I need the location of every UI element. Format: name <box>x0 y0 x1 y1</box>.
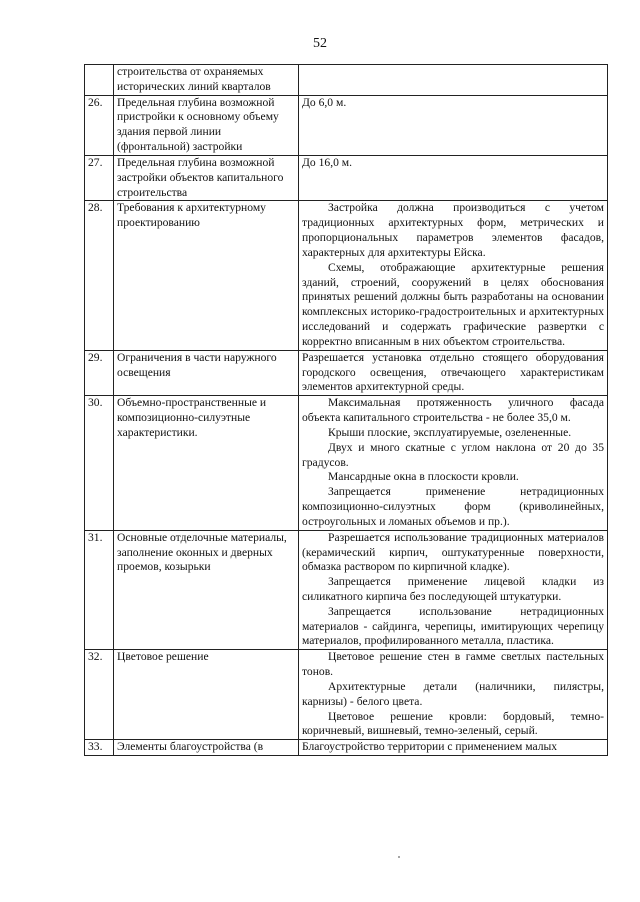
parameter-value <box>299 155 608 200</box>
value-paragraph: Запрещается использование нетрадиционных материалов - сайдинга, черепицы, имитирующих черепицу материалов, профилированного металла, пластика. <box>302 604 604 648</box>
parameter-name: Требования к архитектурному проектированию <box>114 201 299 350</box>
table-row <box>85 650 608 740</box>
value-paragraph: Запрещается применение нетрадиционных композиционно-силуэтных форм (криволинейных, остроугольных и ломаных объемов и пр.). <box>302 485 604 528</box>
row-number: 29. <box>85 350 114 395</box>
row-number: 28. <box>85 201 114 350</box>
row-number: 33. <box>85 740 114 756</box>
parameter-value <box>299 396 608 530</box>
table-row <box>85 155 608 200</box>
parameter-value <box>299 95 608 155</box>
parameter-name: Основные отделочные материалы, заполнение оконных и дверных проемов, козырьки <box>114 530 299 650</box>
table-row <box>85 65 608 96</box>
parameter-name: Ограничения в части наружного освещения <box>114 350 299 395</box>
row-number: 26. <box>85 95 114 155</box>
value-paragraph: Запрещается применение лицевой кладки из силикатного кирпича без последующей штукатурки. <box>302 575 604 603</box>
parameter-name: Предельная глубина возможной пристройки к основному объему здания первой линии (фронтальной) застройки <box>114 95 299 155</box>
value-paragraph: Мансардные окна в плоскости кровли. <box>328 470 519 484</box>
parameter-name: Элементы благоустройства (в <box>114 740 299 756</box>
value-paragraph: Архитектурные детали (наличники, пилястры, карнизы) - белого цвета. <box>302 679 604 708</box>
parameter-value <box>299 530 608 650</box>
regulations-table <box>84 64 608 756</box>
table-row <box>85 740 608 756</box>
value-paragraph: Благоустройство территории с применением малых <box>302 740 558 754</box>
value-paragraph: Цветовое решение стен в гамме светлых пастельных тонов. <box>302 650 604 679</box>
value-paragraph: Схемы, отображающие архитектурные решения зданий, строений, сооружений в целях обоснования принятых решений должны быть разработаны на основании комплексных историко-градостроительных и архитектурных исследований и содержать графические развертки с корректно вписанным в них объектом строительства. <box>302 260 604 348</box>
page-number: 52 <box>313 36 327 51</box>
row-number: 31. <box>85 530 114 650</box>
value-paragraph: До 6,0 м. <box>302 95 347 109</box>
table-row <box>85 396 608 530</box>
row-number: 27. <box>85 155 114 200</box>
parameter-name: строительства от охраняемых исторических линий кварталов <box>114 65 299 96</box>
parameter-value <box>299 650 608 740</box>
value-paragraph: Максимальная протяженность уличного фасада объекта капитального строительства - не более 35,0 м. <box>302 396 604 425</box>
row-number <box>85 65 114 96</box>
value-paragraph: Цветовое решение кровли: бордовый, темно-коричневый, вишневый, темно-зеленый, серый. <box>302 709 604 738</box>
value-paragraph: Застройка должна производиться с учетом традиционных архитектурных форм, метрических и пропорциональных параметров элементов фасадов, характерных для архитектуры Ейска. <box>302 201 604 259</box>
row-number: 30. <box>85 396 114 530</box>
value-paragraph: Разрешается использование традиционных материалов (керамический кирпич, оштукатуренные поверхности, обмазка раствором по кирпичной кладке). <box>302 530 604 574</box>
parameter-name: Предельная глубина возможной застройки объектов капитального строительства <box>114 155 299 200</box>
value-paragraph: Двух и много скатные с углом наклона от 20 до 35 градусов. <box>302 440 604 469</box>
table-row <box>85 201 608 350</box>
parameter-value <box>299 740 608 756</box>
value-paragraph: Разрешается установка отдельно стоящего оборудования городского освещения, отвечающего характеристикам элементов архитектурной среды. <box>302 350 604 394</box>
parameter-name: Объемно-пространственные и композиционно-силуэтные характеристики. <box>114 396 299 530</box>
scan-speck <box>398 856 400 858</box>
parameter-value <box>299 65 608 96</box>
table-row <box>85 350 608 395</box>
parameter-name: Цветовое решение <box>114 650 299 740</box>
table-row <box>85 530 608 650</box>
table-row <box>85 95 608 155</box>
parameter-value <box>299 350 608 395</box>
parameter-value <box>299 201 608 350</box>
value-paragraph: Крыши плоские, эксплуатируемые, озелененные. <box>328 425 572 439</box>
value-paragraph: До 16,0 м. <box>302 155 353 169</box>
row-number: 32. <box>85 650 114 740</box>
